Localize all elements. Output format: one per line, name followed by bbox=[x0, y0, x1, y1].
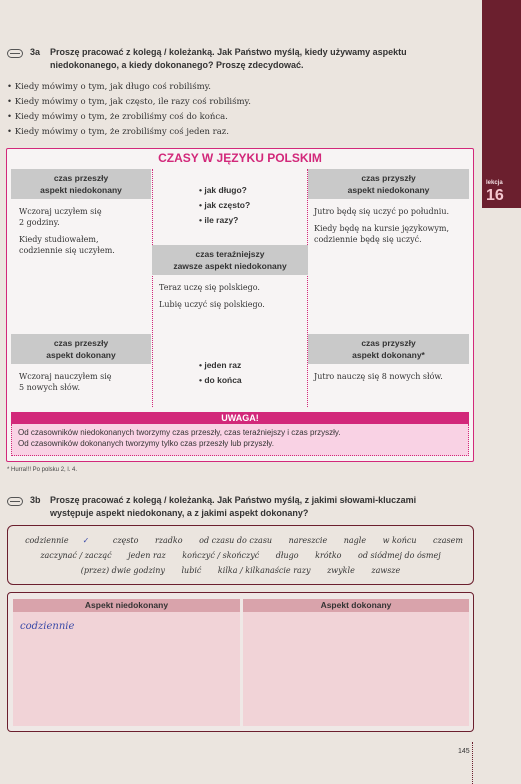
past-perfective-examples: Wczoraj nauczyłem się 5 nowych słów. bbox=[19, 372, 112, 392]
lesson-tab bbox=[482, 0, 521, 208]
keyword: nagle bbox=[343, 536, 367, 545]
page-number: 145 bbox=[458, 748, 470, 755]
footnote: * Hurra!!! Po polsku 2, l. 4. bbox=[7, 467, 78, 473]
past-imperfective-examples: Wczoraj uczyłem się 2 godziny. Kiedy studiowałem, codziennie się uczyłem. bbox=[19, 207, 115, 255]
exercise-3a-number: 3a bbox=[30, 47, 41, 57]
list-item: • Kiedy mówimy o tym, jak długo coś robiliśmy. bbox=[7, 80, 477, 95]
panel-title: CZASY W JĘZYKU POLSKIM bbox=[158, 151, 322, 165]
list-item: • Kiedy mówimy o tym, że zrobiliśmy coś do końca. bbox=[7, 110, 477, 125]
exercise-3a-instruction: Proszę pracować z kolegą / koleżanką. Jak Państwo myślą, kiedy używamy aspektu niedokonanego, a kiedy dokonanego? Proszę zdecydować. bbox=[50, 47, 407, 70]
keyword: od siódmej do ósmej bbox=[358, 551, 441, 560]
past-imperfective-header: czas przeszły aspekt niedokonany bbox=[11, 169, 151, 199]
tenses-panel bbox=[6, 148, 474, 462]
keyword: często bbox=[112, 536, 139, 545]
keyword: zawsze bbox=[371, 566, 401, 575]
present-examples: Teraz uczę się polskiego. Lubię uczyć się polskiego. bbox=[159, 283, 265, 309]
imperfective-column-header: Aspekt niedokonany bbox=[13, 599, 240, 612]
future-perfective-header: czas przyszły aspekt dokonany* bbox=[308, 334, 469, 364]
keyword: zaczynać / zacząć bbox=[40, 551, 112, 560]
keyword: długo bbox=[275, 551, 299, 560]
keyword-row bbox=[8, 551, 473, 560]
lesson-tab-number: 16 bbox=[486, 187, 504, 204]
future-imperfective-header: czas przyszły aspekt niedokonany bbox=[308, 169, 469, 199]
keyword: nareszcie bbox=[288, 536, 328, 545]
handwritten-entry: codziennie bbox=[20, 621, 75, 632]
divider bbox=[152, 169, 153, 407]
keyword-row bbox=[8, 536, 473, 545]
divider bbox=[307, 169, 308, 407]
keyword: rzadko bbox=[154, 536, 183, 545]
keyword: od czasu do czasu bbox=[199, 536, 273, 545]
future-perfective-examples: Jutro nauczę się 8 nowych słów. bbox=[314, 372, 443, 381]
keyword: kończyć / skończyć bbox=[182, 551, 260, 560]
page-edge-divider bbox=[472, 742, 473, 784]
aspect-table bbox=[7, 592, 474, 732]
past-perfective-header: czas przeszły aspekt dokonany bbox=[11, 334, 151, 364]
list-item: • Kiedy mówimy o tym, że zrobiliśmy coś jeden raz. bbox=[7, 125, 477, 140]
check-mark-icon: ✓ bbox=[82, 536, 90, 545]
keyword: zwykle bbox=[327, 566, 355, 575]
pair-work-icon bbox=[7, 497, 23, 506]
exercise-3a-bullets bbox=[7, 80, 477, 140]
lesson-tab-label: lekcja bbox=[486, 180, 503, 186]
note-box bbox=[11, 412, 469, 458]
exercise-3b-instruction: Proszę pracować z kolegą / koleżanką. Jak Państwo myślą, z jakimi słowami-kluczami występuje aspekt niedokonany, a z jakimi aspekt dokonany? bbox=[50, 495, 417, 518]
keyword: lubić bbox=[181, 566, 202, 575]
list-item: • Kiedy mówimy o tym, jak często, ile razy coś robiliśmy. bbox=[7, 95, 477, 110]
imperfective-questions: • jak długo? • jak często? • ile razy? bbox=[199, 183, 250, 228]
exercise-3b-number: 3b bbox=[30, 495, 41, 505]
keyword: czasem bbox=[433, 536, 463, 545]
keyword: w końcu bbox=[382, 536, 417, 545]
keyword-row bbox=[8, 566, 473, 575]
keyword: jeden raz bbox=[128, 551, 166, 560]
pair-work-icon bbox=[7, 49, 23, 58]
note-title: UWAGA! bbox=[11, 412, 469, 424]
future-imperfective-examples: Jutro będę się uczyć po południu. Kiedy będę na kursie językowym, codziennie będę się uczyć. bbox=[314, 207, 450, 244]
keyword: krótko bbox=[315, 551, 342, 560]
keyword: (przez) dwie godziny bbox=[80, 566, 165, 575]
perfective-column-header: Aspekt dokonany bbox=[243, 599, 469, 612]
perfective-column[interactable] bbox=[243, 599, 469, 726]
present-header: czas teraźniejszy zawsze aspekt niedokonany bbox=[152, 245, 308, 275]
imperfective-column[interactable] bbox=[13, 599, 240, 726]
perfective-markers: • jeden raz • do końca bbox=[199, 358, 242, 388]
keyword: kilka / kilkanaście razy bbox=[217, 566, 311, 575]
keyword-box bbox=[7, 525, 474, 585]
note-body: Od czasowników niedokonanych tworzymy czas przeszły, czas teraźniejszy i czas przyszły. Od czasowników dokonanych tworzymy tylko czas przeszły lub przyszły. bbox=[11, 424, 469, 456]
keyword: codziennie ✓ bbox=[25, 536, 90, 545]
